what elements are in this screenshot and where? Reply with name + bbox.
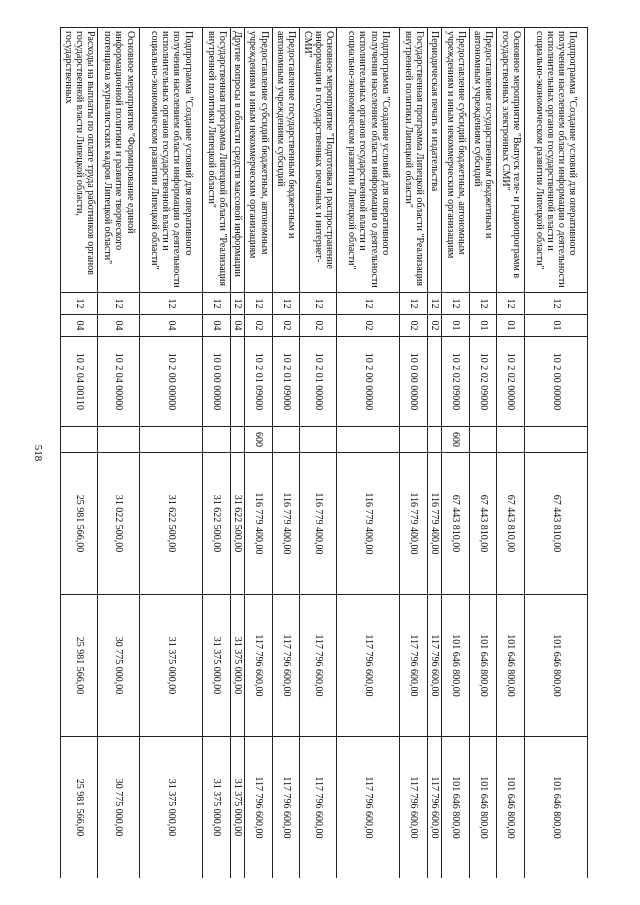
amount-year-1: 31 022 500,00 xyxy=(98,453,140,595)
table-row xyxy=(140,28,203,879)
ministry-code: 12 xyxy=(140,293,203,315)
section-code: 01 xyxy=(442,315,469,337)
ministry-code: 12 xyxy=(400,293,427,315)
amount-year-1: 31 622 500,00 xyxy=(230,453,244,595)
amount-year-1: 67 443 810,00 xyxy=(442,453,469,595)
section-code: 02 xyxy=(245,315,272,337)
section-code: 02 xyxy=(400,315,427,337)
table-row xyxy=(230,28,244,879)
table-row xyxy=(272,28,299,879)
expense-type-code xyxy=(98,427,140,453)
ministry-code: 12 xyxy=(272,293,299,315)
section-code: 04 xyxy=(140,315,203,337)
section-code: 01 xyxy=(524,315,587,337)
amount-year-3: 117 796 600,00 xyxy=(272,737,299,879)
expense-type-code: 600 xyxy=(442,427,469,453)
expense-type-code xyxy=(300,427,337,453)
target-article-code xyxy=(427,337,441,427)
ministry-code: 12 xyxy=(427,293,441,315)
table-row xyxy=(245,28,272,879)
amount-year-3: 30 775 000,00 xyxy=(98,737,140,879)
expense-type-code xyxy=(337,427,400,453)
amount-year-2: 117 796 600,00 xyxy=(427,595,441,737)
target-article-code: 10 0 00 00000 xyxy=(400,337,427,427)
target-article-code: 10 2 04 00000 xyxy=(98,337,140,427)
amount-year-3: 31 375 000,00 xyxy=(230,737,244,879)
expense-type-code xyxy=(497,427,524,453)
section-code: 02 xyxy=(337,315,400,337)
amount-year-3: 117 796 600,00 xyxy=(337,737,400,879)
table-row xyxy=(442,28,469,879)
target-article-code: 10 2 01 09000 xyxy=(245,337,272,427)
row-name: Подпрограмма "Создание условий для оперативного получения населением области информации о деятельности исполнительных органов государственной власти и социально-экономическом развитии Липецкой области" xyxy=(140,28,203,293)
row-name: Государственная программа Липецкой области "Реализация внутренней политики Липецкой области" xyxy=(203,28,230,293)
amount-year-1: 31 622 500,00 xyxy=(140,453,203,595)
target-article-code: 10 2 02 00000 xyxy=(497,337,524,427)
table-row xyxy=(497,28,524,879)
amount-year-2: 25 981 566,00 xyxy=(61,595,98,737)
target-article-code: 10 2 02 09000 xyxy=(442,337,469,427)
amount-year-3: 117 796 600,00 xyxy=(427,737,441,879)
section-code: 01 xyxy=(469,315,496,337)
amount-year-1: 25 981 566,00 xyxy=(61,453,98,595)
row-name: Подпрограмма "Создание условий для оперативного получения населением области информации о деятельности исполнительных органов государственной власти и социально-экономическом развитии Липецкой области" xyxy=(524,28,587,293)
table-row xyxy=(300,28,337,879)
amount-year-2: 117 796 600,00 xyxy=(245,595,272,737)
section-code: 04 xyxy=(61,315,98,337)
amount-year-3: 25 981 566,00 xyxy=(61,737,98,879)
expense-type-code xyxy=(203,427,230,453)
amount-year-2: 117 796 600,00 xyxy=(400,595,427,737)
amount-year-3: 117 796 600,00 xyxy=(300,737,337,879)
target-article-code: 10 2 01 09000 xyxy=(272,337,299,427)
amount-year-3: 117 796 600,00 xyxy=(400,737,427,879)
table-row xyxy=(203,28,230,879)
page-number: 518 xyxy=(32,444,44,462)
ministry-code: 12 xyxy=(469,293,496,315)
target-article-code: 10 2 04 00110 xyxy=(61,337,98,427)
target-article-code: 10 0 00 00000 xyxy=(203,337,230,427)
row-name: Предоставление государственным бюджетным и автономным учреждениям субсидий xyxy=(272,28,299,293)
table-row xyxy=(61,28,98,879)
target-article-code: 10 2 00 00000 xyxy=(140,337,203,427)
expense-type-code xyxy=(524,427,587,453)
target-article-code: 10 2 01 00000 xyxy=(300,337,337,427)
table-row xyxy=(427,28,441,879)
row-name: Основное мероприятие "Подготовка и распространение информации в государственных печатных и интернет-СМИ" xyxy=(300,28,337,293)
amount-year-3: 101 646 800,00 xyxy=(442,737,469,879)
ministry-code: 12 xyxy=(300,293,337,315)
amount-year-2: 31 375 000,00 xyxy=(203,595,230,737)
row-name: Расходы на выплаты по оплате труда работников органов государственной власти Липецкой области, государственных xyxy=(61,28,98,293)
amount-year-2: 101 646 800,00 xyxy=(524,595,587,737)
amount-year-1: 67 443 810,00 xyxy=(469,453,496,595)
amount-year-2: 30 775 000,00 xyxy=(98,595,140,737)
ministry-code: 12 xyxy=(442,293,469,315)
expense-type-code xyxy=(230,427,244,453)
ministry-code: 12 xyxy=(98,293,140,315)
target-article-code: 10 2 00 00000 xyxy=(337,337,400,427)
ministry-code: 12 xyxy=(497,293,524,315)
amount-year-1: 116 779 400,00 xyxy=(300,453,337,595)
target-article-code: 10 2 00 00000 xyxy=(524,337,587,427)
ministry-code: 12 xyxy=(230,293,244,315)
section-code: 04 xyxy=(98,315,140,337)
amount-year-3: 31 375 000,00 xyxy=(140,737,203,879)
amount-year-2: 101 646 800,00 xyxy=(442,595,469,737)
amount-year-1: 67 443 810,00 xyxy=(497,453,524,595)
row-name: Другие вопросы в области средств массовой информации xyxy=(230,28,244,293)
row-name: Предоставление субсидий бюджетным, автономным учреждениям и иным некоммерческим организациям xyxy=(442,28,469,293)
amount-year-2: 101 646 800,00 xyxy=(497,595,524,737)
section-code: 02 xyxy=(427,315,441,337)
amount-year-3: 101 646 800,00 xyxy=(497,737,524,879)
row-name: Основное мероприятие "Выпуск теле- и радиопрограмм в государственных электронных СМИ" xyxy=(497,28,524,293)
row-name: Государственная программа Липецкой области "Реализация внутренней политики Липецкой области" xyxy=(400,28,427,293)
amount-year-1: 116 779 400,00 xyxy=(245,453,272,595)
ministry-code: 12 xyxy=(245,293,272,315)
expense-type-code xyxy=(427,427,441,453)
table-row xyxy=(400,28,427,879)
amount-year-2: 31 375 000,00 xyxy=(230,595,244,737)
table-row xyxy=(337,28,400,879)
section-code: 04 xyxy=(203,315,230,337)
row-name: Основное мероприятие "Формирование единой информационной политики и развитие творческого потенциала журналистских кадров Липецкой области" xyxy=(98,28,140,293)
section-code: 02 xyxy=(300,315,337,337)
expense-type-code: 600 xyxy=(245,427,272,453)
expense-type-code xyxy=(469,427,496,453)
amount-year-2: 117 796 600,00 xyxy=(272,595,299,737)
budget-table xyxy=(60,27,588,878)
expense-type-code xyxy=(400,427,427,453)
amount-year-1: 116 779 400,00 xyxy=(427,453,441,595)
ministry-code: 12 xyxy=(61,293,98,315)
amount-year-1: 116 779 400,00 xyxy=(400,453,427,595)
expense-type-code xyxy=(272,427,299,453)
rotated-table-area xyxy=(60,27,588,878)
row-name: Предоставление государственным бюджетным и автономным учреждениям субсидий xyxy=(469,28,496,293)
table-row xyxy=(524,28,587,879)
ministry-code: 12 xyxy=(524,293,587,315)
section-code: 02 xyxy=(272,315,299,337)
expense-type-code xyxy=(61,427,98,453)
amount-year-2: 31 375 000,00 xyxy=(140,595,203,737)
amount-year-1: 31 622 500,00 xyxy=(203,453,230,595)
ministry-code: 12 xyxy=(203,293,230,315)
row-name: Периодическая печать и издательства xyxy=(427,28,441,293)
amount-year-3: 31 375 000,00 xyxy=(203,737,230,879)
ministry-code: 12 xyxy=(337,293,400,315)
amount-year-2: 101 646 800,00 xyxy=(469,595,496,737)
amount-year-2: 117 796 600,00 xyxy=(337,595,400,737)
amount-year-1: 116 779 400,00 xyxy=(272,453,299,595)
amount-year-1: 67 443 810,00 xyxy=(524,453,587,595)
row-name: Предоставление субсидий бюджетным, автономным учреждениям и иным некоммерческим организациям xyxy=(245,28,272,293)
target-article-code: 10 2 02 09000 xyxy=(469,337,496,427)
expense-type-code xyxy=(140,427,203,453)
section-code: 04 xyxy=(230,315,244,337)
amount-year-3: 101 646 800,00 xyxy=(469,737,496,879)
amount-year-2: 117 796 600,00 xyxy=(300,595,337,737)
table-row xyxy=(469,28,496,879)
amount-year-1: 116 779 400,00 xyxy=(337,453,400,595)
amount-year-3: 101 646 800,00 xyxy=(524,737,587,879)
section-code: 01 xyxy=(497,315,524,337)
table-row xyxy=(98,28,140,879)
row-name: Подпрограмма "Создание условий для оперативного получения населением области информации о деятельности исполнительных органов государственной власти и социально-экономическом развитии Липецкой области" xyxy=(337,28,400,293)
target-article-code xyxy=(230,337,244,427)
amount-year-3: 117 796 600,00 xyxy=(245,737,272,879)
